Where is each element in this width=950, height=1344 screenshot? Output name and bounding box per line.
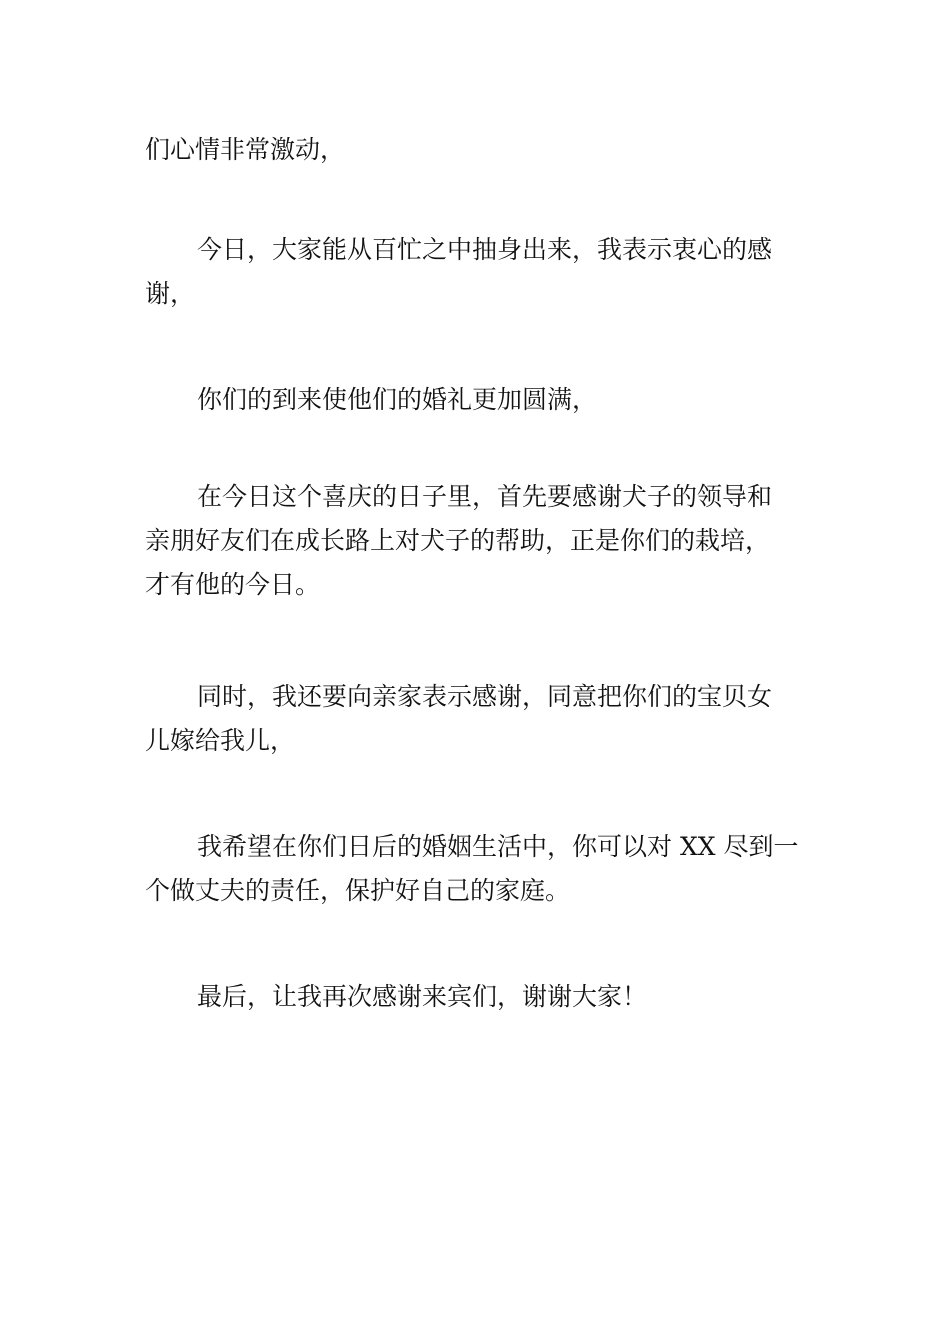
paragraph-2 [145, 228, 810, 316]
paragraph-line: 同时，我还要向亲家表示感谢，同意把你们的宝贝女 [197, 682, 773, 711]
paragraph-line: 个做丈夫的责任，保护好自己的家庭。 [145, 876, 571, 905]
paragraph-4 [145, 475, 810, 607]
paragraph-line: 亲朋好友们在成长路上对犬子的帮助，正是你们的栽培， [145, 526, 771, 555]
paragraph-5 [145, 675, 810, 763]
paragraph-6 [145, 825, 810, 913]
paragraph-3 [145, 378, 810, 422]
paragraph-line: 才有他的今日。 [145, 570, 321, 599]
paragraph-line: 我希望在你们日后的婚姻生活中，你可以对 XX 尽到一 [197, 832, 799, 861]
paragraph-1 [145, 128, 810, 172]
paragraph-7 [145, 975, 810, 1019]
paragraph-line: 最后，让我再次感谢来宾们，谢谢大家！ [197, 982, 648, 1011]
paragraph-line: 们心情非常激动， [145, 135, 346, 164]
paragraph-line: 今日，大家能从百忙之中抽身出来，我表示衷心的感 [197, 235, 773, 264]
paragraph-line: 谢， [145, 279, 196, 308]
paragraph-line: 在今日这个喜庆的日子里，首先要感谢犬子的领导和 [197, 482, 773, 511]
paragraph-line: 你们的到来使他们的婚礼更加圆满， [197, 385, 598, 414]
paragraph-line: 儿嫁给我儿， [145, 726, 296, 755]
